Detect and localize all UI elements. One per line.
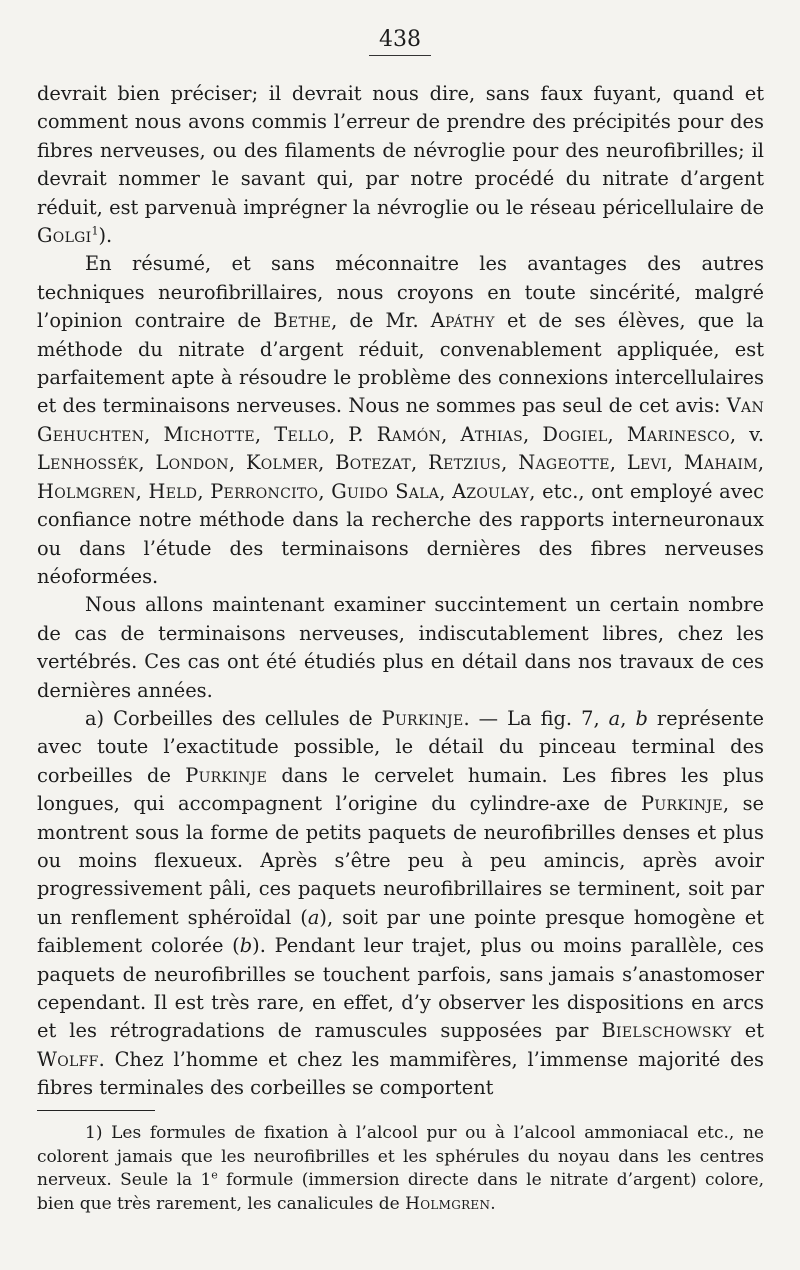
text-run: ,	[228, 451, 246, 475]
text-run: ,	[439, 479, 453, 503]
text-run: ,	[135, 479, 149, 503]
text-run: a) Corbeilles des cellules de	[85, 706, 382, 730]
author-name: Purkinje	[641, 792, 723, 816]
author-name: Athias	[460, 422, 524, 446]
author-name: Tello	[274, 422, 329, 446]
author-name: Purkinje	[185, 763, 268, 787]
page-number-text: 438	[369, 26, 431, 56]
author-name: Bielschowsky	[601, 1019, 732, 1043]
author-name: Bethe	[273, 309, 332, 333]
superscript: e	[211, 1168, 218, 1182]
text-run: ,	[197, 479, 211, 503]
author-name: Guido Sala	[331, 479, 440, 503]
text-run: ,	[609, 451, 627, 475]
text-run: . Chez l’homme et chez les mammifères, l’immense majorité des fibres terminales des corbeilles se comportent	[37, 1047, 764, 1100]
text-run: En résumé, et sans méconnaitre les avantages des autres techniques neurofibrillaires, nous croyons en toute sincérité, malgré l’opinion contraire de	[37, 252, 764, 333]
text-run: ). Pendant leur trajet, plus ou moins parallèle, ces paquets de neurofibrilles se touchent parfois, sans jamais s’anastomoser cependant. Il est très rare, en effet, d’y observer les dispositions en arcs et les rétrogradations de ramuscules supposées par	[37, 934, 764, 1043]
text-run: représente avec toute l’exactitude possible, le détail du pinceau terminal des corbeilles de	[37, 706, 764, 787]
author-name: Azoulay	[452, 479, 530, 503]
text-run: ,	[666, 451, 684, 475]
author-name: Van Gehuchten	[37, 394, 764, 446]
author-name: Perroncito	[210, 479, 319, 503]
author-name: Botezat	[335, 451, 412, 475]
author-name: London	[155, 451, 229, 475]
author-name: Lenhossék	[37, 451, 139, 475]
text-run: ,	[318, 479, 332, 503]
text-run: ,	[411, 451, 429, 475]
text-run: dans le cervelet humain. Les fibres les plus longues, qui accompagnent l’origine du cylindre-axe de	[37, 763, 764, 816]
text-run: ,	[620, 706, 636, 730]
body-paragraph	[37, 250, 764, 591]
body-text	[37, 80, 764, 1103]
italic-label: b	[239, 934, 253, 958]
text-run: .	[490, 1193, 496, 1214]
superscript: 1	[91, 224, 99, 238]
body-paragraph	[37, 591, 764, 705]
text-run: ,	[138, 451, 156, 475]
author-name: Retzius	[428, 451, 502, 475]
author-name: Nageotte	[518, 451, 610, 475]
text-run: ,	[318, 451, 336, 475]
text-run: ,	[501, 451, 519, 475]
author-name: Mahaim	[683, 451, 758, 475]
text-run: formule (immersion directe dans le nitrate d’argent) colore, bien que très rarement, les canalicules de	[37, 1170, 764, 1214]
author-name: Marinesco	[626, 422, 730, 446]
body-paragraph	[37, 80, 764, 250]
text-run: , se montrent sous la forme de petits paquets de neurofibrilles denses et plus ou moins flexueux. Après s’être peu à peu amincis, après avoir progressivement pâli, ces paquets neurofibrillaires se terminent, soit par un renflement sphéroïdal (	[37, 792, 764, 929]
text-run: ,	[144, 422, 164, 446]
italic-label: a	[608, 706, 621, 730]
text-run: 1) Les formules de fixation à l’alcool pur ou à l’alcool ammoniacal etc., ne colorent jamais que les neurofibrilles et les sphérules du noyau dans les centres nerveux. Seule la 1	[37, 1123, 764, 1190]
author-name: Wolff	[37, 1047, 99, 1071]
author-name: Kolmer	[245, 451, 319, 475]
text-run: ,	[441, 422, 461, 446]
author-name: Levi	[626, 451, 667, 475]
text-run: ,	[254, 422, 275, 446]
author-name: Held	[148, 479, 198, 503]
author-name: Apáthy	[430, 309, 495, 333]
author-name: Purkinje	[381, 706, 464, 730]
author-name: Ramón	[376, 422, 442, 446]
italic-label: b	[635, 706, 648, 730]
text-run: ,	[523, 422, 543, 446]
author-name: Dogiel	[542, 422, 608, 446]
text-run: ), soit par une pointe presque homogène et faiblement colorée (	[37, 905, 765, 958]
author-name: Michotte	[163, 422, 255, 446]
text-run: et de ses élèves, que la méthode du nitrate d’argent réduit, convenablement appliquée, est parfaitement apte à résoudre le problème des connexions intercellulaires et des terminaisons nerveuses. Nous ne sommes pas seul de cet avis:	[37, 309, 764, 418]
text-run: Nous allons maintenant examiner succintement un certain nombre de cas de terminaisons nerveuses, indiscutablement libres, chez les vertébrés. Ces cas ont été étudiés plus en détail dans nos travaux de ces dernières années.	[37, 593, 764, 702]
text-run: , P.	[328, 422, 377, 446]
body-paragraph	[37, 705, 764, 1103]
italic-label: a	[307, 905, 320, 929]
text-run: , v.	[729, 422, 764, 446]
text-run: , de Mr.	[331, 309, 431, 333]
footnote-divider	[37, 1110, 155, 1111]
footnote-paragraph	[37, 1122, 764, 1216]
text-run: et	[731, 1019, 764, 1043]
text-run: ).	[98, 224, 113, 248]
author-name: Holmgren	[37, 479, 136, 503]
author-name: Golgi	[37, 224, 92, 248]
text-run: . — La fig. 7,	[463, 706, 609, 730]
text-run: devrait bien préciser; il devrait nous dire, sans faux fuyant, quand et comment nous avons commis l’erreur de prendre des précipités pour des fibres nerveuses, ou des filaments de névroglie pour des neurofibrilles; il devrait nommer le savant qui, par notre procédé du nitrate d’argent réduit, est parvenuà imprégner la névroglie ou le réseau péricellulaire de	[37, 82, 764, 219]
text-run: ,	[757, 451, 765, 475]
page-number	[0, 26, 800, 56]
text-run: ,	[607, 422, 627, 446]
text-run: , etc., ont employé avec confiance notre méthode dans la recherche des rapports interneuronaux ou dans l’étude des terminaisons dernières des fibres nerveuses néoformées.	[37, 479, 765, 588]
author-name: Holmgren	[405, 1193, 491, 1214]
footnote	[37, 1122, 764, 1216]
